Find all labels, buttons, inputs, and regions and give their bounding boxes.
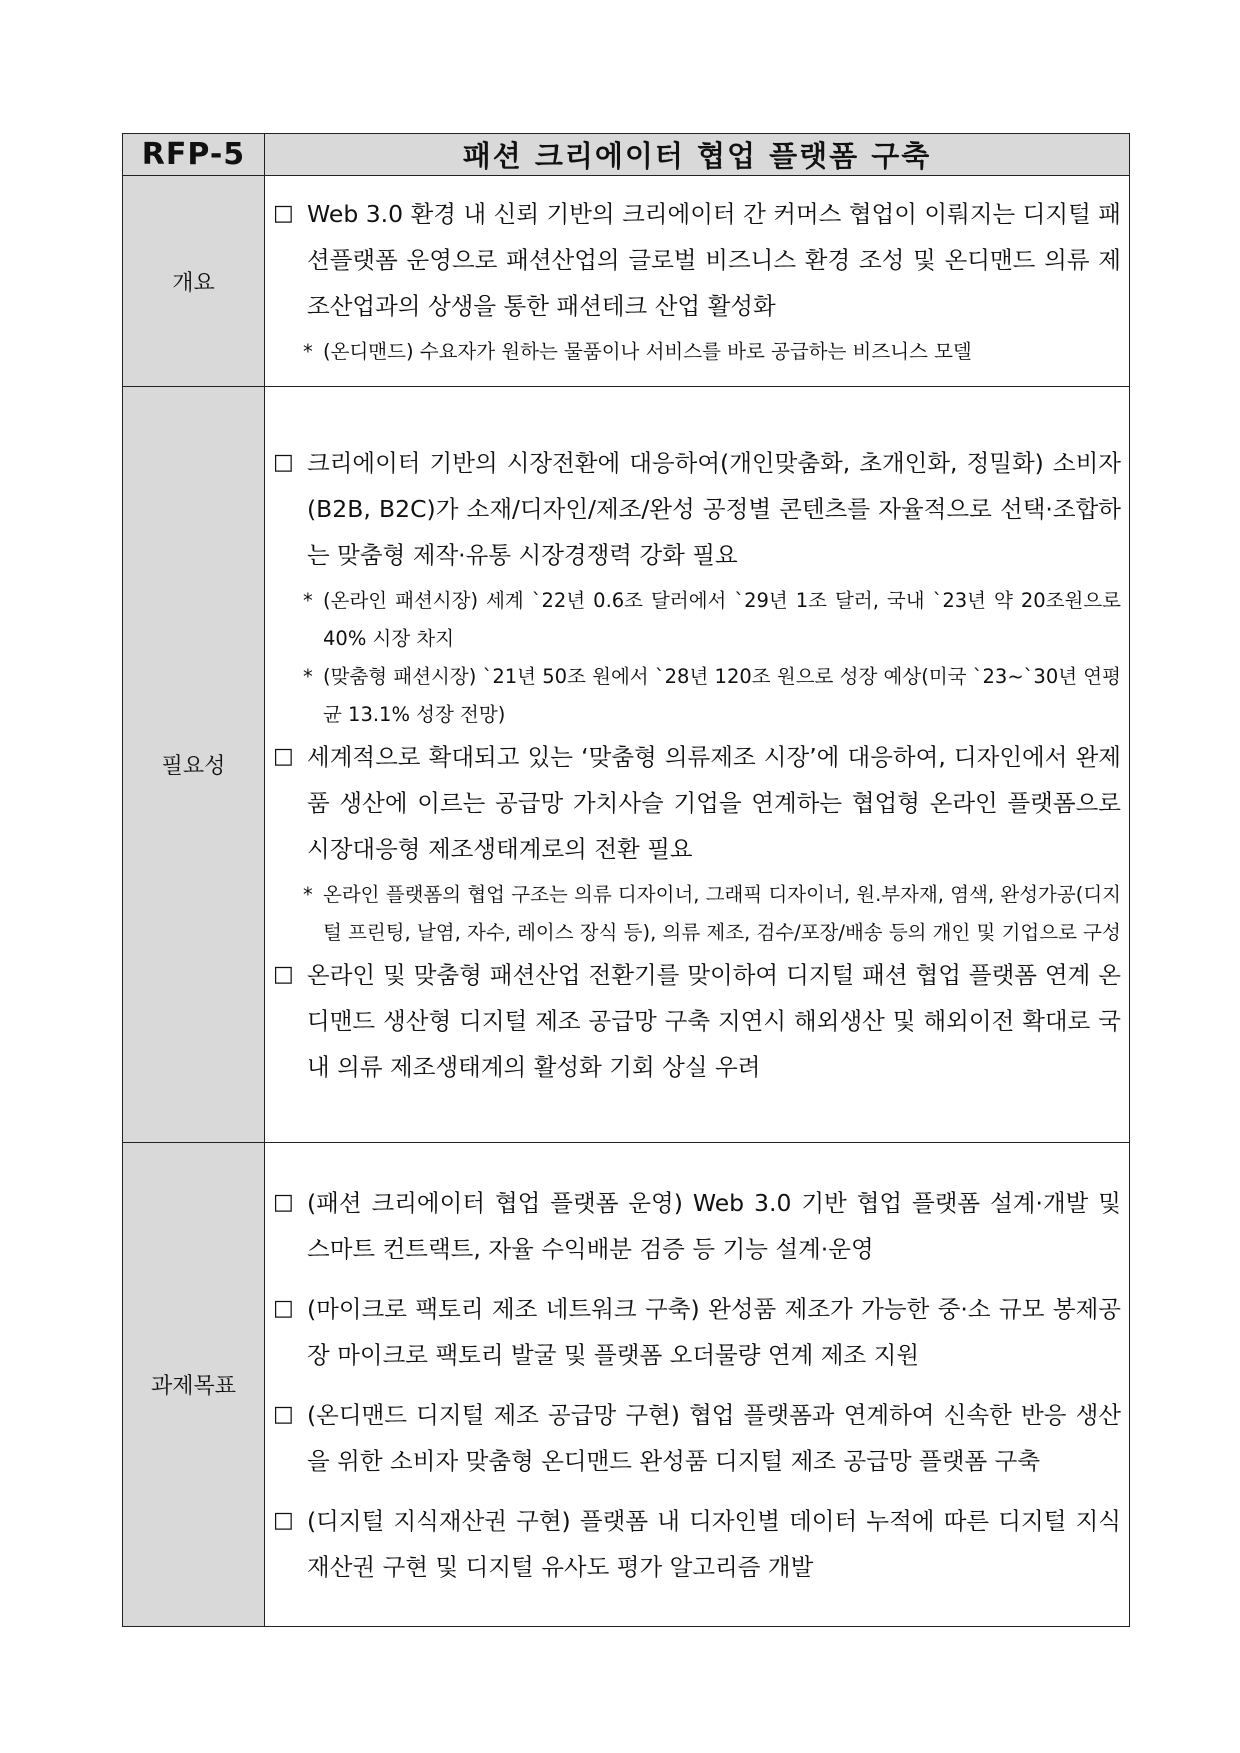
bullet-text: (온디맨드 디지털 제조 공급망 구현) 협업 플랫폼과 연계하여 신속한 반응 생산을 위한 소비자 맞춤형 온디맨드 완성품 디지털 제조 공급망 플랫폼 구축 xyxy=(307,1400,1121,1475)
bullet-text: (패션 크리에이터 협업 플랫폼 운영) Web 3.0 기반 협업 플랫폼 설계·개발 및 스마트 컨트랙트, 자율 수익배분 검증 등 기능 설계·운영 xyxy=(307,1188,1121,1263)
bullet-text: Web 3.0 환경 내 신뢰 기반의 크리에이터 간 커머스 협업이 이뤄지는 디지털 패션플랫폼 운영으로 패션산업의 글로벌 비즈니스 환경 조성 및 온디맨드 의류 제조산업과의 상생을 통한 패션테크 산업 활성화 xyxy=(307,200,1121,320)
bullet-text: (마이크로 팩토리 제조 네트워크 구축) 완성품 제조가 가능한 중·소 규모 봉제공장 마이크로 팩토리 발굴 및 플랫폼 오더물량 연계 제조 지원 xyxy=(307,1294,1121,1369)
asterisk-icon: * xyxy=(303,340,313,363)
checkbox-bullet-icon: □ xyxy=(273,1401,294,1427)
rfp-id: RFP-5 xyxy=(123,134,265,176)
note-text: (온라인 패션시장) 세계 `22년 0.6조 달러에서 `29년 1조 달러, 국내 `23년 약 20조원으로 40% 시장 차지 xyxy=(323,588,1121,650)
asterisk-icon: * xyxy=(303,882,313,906)
section-label-overview: 개요 xyxy=(123,176,265,387)
bullet-item xyxy=(273,952,1121,1090)
asterisk-icon: * xyxy=(303,664,313,688)
bullet-item xyxy=(273,734,1121,872)
section-label-goals: 과제목표 xyxy=(123,1143,265,1627)
bullet-text: 크리에이터 기반의 시장전환에 대응하여(개인맞춤화, 초개인화, 정밀화) 소비자(B2B, B2C)가 소재/디자인/제조/완성 공정별 콘텐츠를 자율적으로 선택·조합하는 맞춤형 제작·유통 시장경쟁력 강화 필요 xyxy=(307,448,1121,569)
bullet-item xyxy=(273,1392,1121,1484)
section-row-goals xyxy=(123,1143,1130,1627)
bullet-text: 세계적으로 확대되고 있는 ‘맞춤형 의류제조 시장’에 대응하여, 디자인에서 완제품 생산에 이르는 공급망 가치사슬 기업을 연계하는 협업형 온라인 플랫폼으로 시장대응형 제조생태계로의 전환 필요 xyxy=(307,742,1121,863)
note-text: (온디맨드) 수요자가 원하는 물품이나 서비스를 바로 공급하는 비즈니스 모델 xyxy=(323,340,972,363)
note-item xyxy=(273,582,1121,658)
bullet-item xyxy=(273,1286,1121,1378)
note-text: 온라인 플랫폼의 협업 구조는 의류 디자이너, 그래픽 디자이너, 원.부자재, 염색, 완성가공(디지털 프린팅, 날염, 자수, 레이스 장식 등), 의류 제조, 검수/포장/배송 등의 개인 및 기업으로 구성 xyxy=(323,882,1121,944)
note-item xyxy=(273,876,1121,952)
checkbox-bullet-icon: □ xyxy=(273,1295,294,1321)
bullet-text: 온라인 및 맞춤형 패션산업 전환기를 맞이하여 디지털 패션 협업 플랫폼 연계 온디맨드 생산형 디지털 제조 공급망 구축 지연시 해외생산 및 해외이전 확대로 국내 의류 제조생태계의 활성화 기회 상실 우려 xyxy=(307,960,1121,1081)
bullet-item xyxy=(273,1498,1121,1590)
note-item xyxy=(273,333,1121,371)
checkbox-bullet-icon: □ xyxy=(273,1507,294,1533)
checkbox-bullet-icon: □ xyxy=(273,201,294,226)
rfp-title: 패션 크리에이터 협업 플랫폼 구축 xyxy=(265,134,1130,176)
section-content-goals xyxy=(265,1143,1130,1627)
bullet-item xyxy=(273,191,1121,329)
checkbox-bullet-icon: □ xyxy=(273,743,294,769)
header-row xyxy=(123,134,1130,176)
section-content-necessity xyxy=(265,387,1130,1143)
section-label-necessity: 필요성 xyxy=(123,387,265,1143)
bullet-item xyxy=(273,440,1121,578)
section-row-overview xyxy=(123,176,1130,387)
rfp-table xyxy=(122,133,1130,1627)
checkbox-bullet-icon: □ xyxy=(273,1189,294,1215)
bullet-item xyxy=(273,1180,1121,1272)
note-item xyxy=(273,658,1121,734)
note-text: (맞춤형 패션시장) `21년 50조 원에서 `28년 120조 원으로 성장 예상(미국 `23~`30년 연평균 13.1% 성장 전망) xyxy=(323,664,1121,726)
bullet-text: (디지털 지식재산권 구현) 플랫폼 내 디자인별 데이터 누적에 따른 디지털 지식재산권 구현 및 디지털 유사도 평가 알고리즘 개발 xyxy=(307,1506,1121,1581)
asterisk-icon: * xyxy=(303,588,313,612)
checkbox-bullet-icon: □ xyxy=(273,449,294,475)
checkbox-bullet-icon: □ xyxy=(273,961,294,987)
section-content-overview xyxy=(265,176,1130,387)
section-row-necessity xyxy=(123,387,1130,1143)
